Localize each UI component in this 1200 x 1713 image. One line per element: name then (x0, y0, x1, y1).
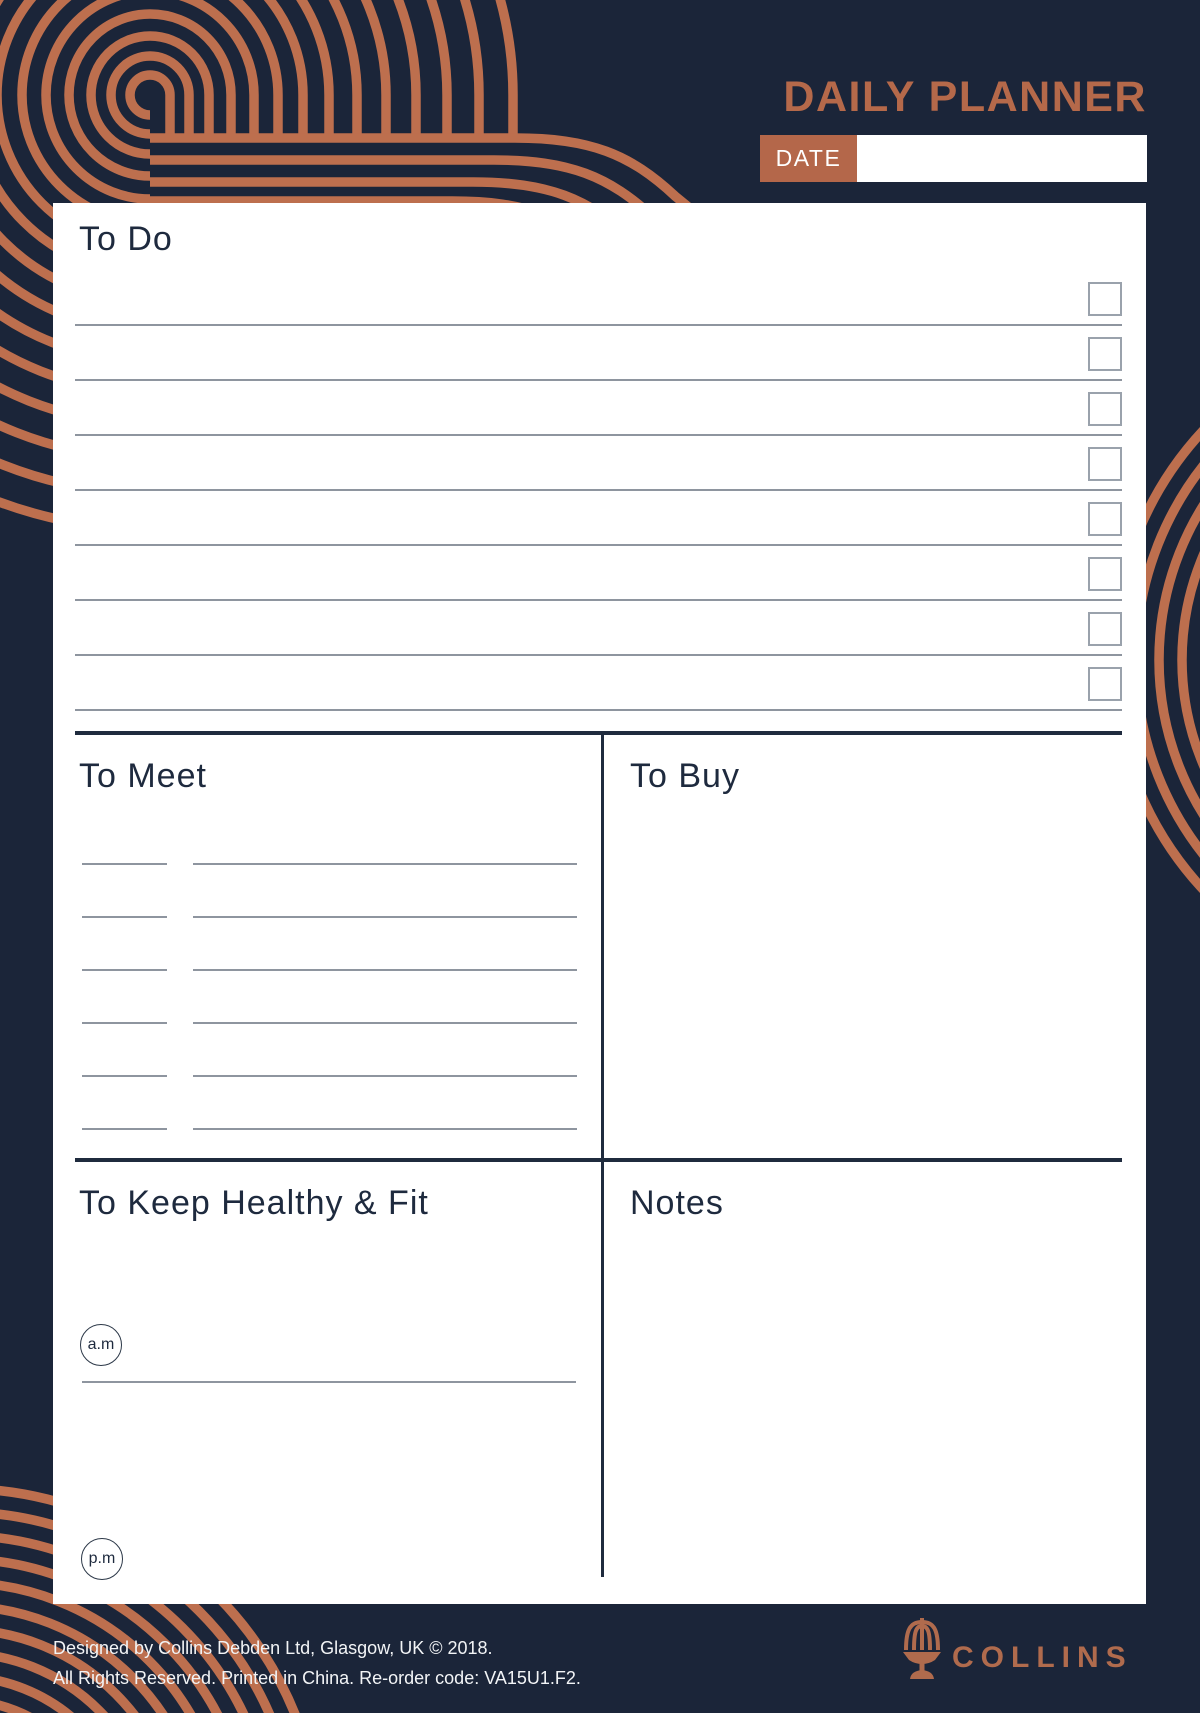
pm-label: p.m (88, 1550, 116, 1567)
todo-checkbox[interactable] (1088, 392, 1122, 426)
meet-section-title: To Meet (79, 757, 207, 795)
notes-section-title: Notes (630, 1184, 724, 1222)
meet-row[interactable] (82, 1024, 577, 1077)
meet-row[interactable] (82, 812, 577, 865)
section-divider (75, 731, 1122, 735)
fit-section-title: To Keep Healthy & Fit (79, 1184, 429, 1222)
page-title: DAILY PLANNER (783, 73, 1147, 121)
collins-tree-icon (899, 1604, 945, 1680)
todo-row[interactable] (75, 656, 1122, 711)
todo-checkbox[interactable] (1088, 557, 1122, 591)
meet-row[interactable] (82, 1077, 577, 1130)
meet-time-line[interactable] (82, 1128, 167, 1130)
todo-checkbox[interactable] (1088, 447, 1122, 481)
footer-credit-line: Designed by Collins Debden Ltd, Glasgow, UK © 2018. (53, 1638, 493, 1658)
buy-section-title: To Buy (630, 757, 740, 795)
meet-row[interactable] (82, 918, 577, 971)
todo-row[interactable] (75, 601, 1122, 656)
todo-checkbox[interactable] (1088, 667, 1122, 701)
todo-checkbox[interactable] (1088, 282, 1122, 316)
todo-checkbox[interactable] (1088, 337, 1122, 371)
date-input[interactable] (857, 135, 1147, 182)
todo-checkbox[interactable] (1088, 612, 1122, 646)
todo-row[interactable] (75, 271, 1122, 326)
todo-row[interactable] (75, 546, 1122, 601)
meet-list (82, 812, 577, 1130)
brand-wordmark: COLLINS (952, 1641, 1133, 1674)
content-panel (53, 203, 1146, 1604)
todo-checkbox[interactable] (1088, 502, 1122, 536)
am-badge (80, 1324, 122, 1366)
todo-row[interactable] (75, 491, 1122, 546)
todo-row[interactable] (75, 436, 1122, 491)
section-divider (75, 1158, 1122, 1162)
am-writing-line[interactable] (82, 1381, 576, 1383)
footer-rights-line: All Rights Reserved. Printed in China. Re-order code: VA15U1.F2. (53, 1668, 581, 1688)
meet-row[interactable] (82, 865, 577, 918)
column-divider (601, 733, 604, 1160)
meet-row[interactable] (82, 971, 577, 1024)
meet-name-line[interactable] (193, 1128, 577, 1130)
todo-row[interactable] (75, 326, 1122, 381)
todo-list (75, 271, 1122, 711)
todo-section-title: To Do (79, 220, 173, 258)
todo-row[interactable] (75, 381, 1122, 436)
column-divider (601, 1160, 604, 1577)
date-row (760, 135, 1147, 182)
pm-badge (81, 1538, 123, 1580)
date-label: DATE (760, 135, 857, 182)
am-label: a.m (87, 1336, 115, 1353)
